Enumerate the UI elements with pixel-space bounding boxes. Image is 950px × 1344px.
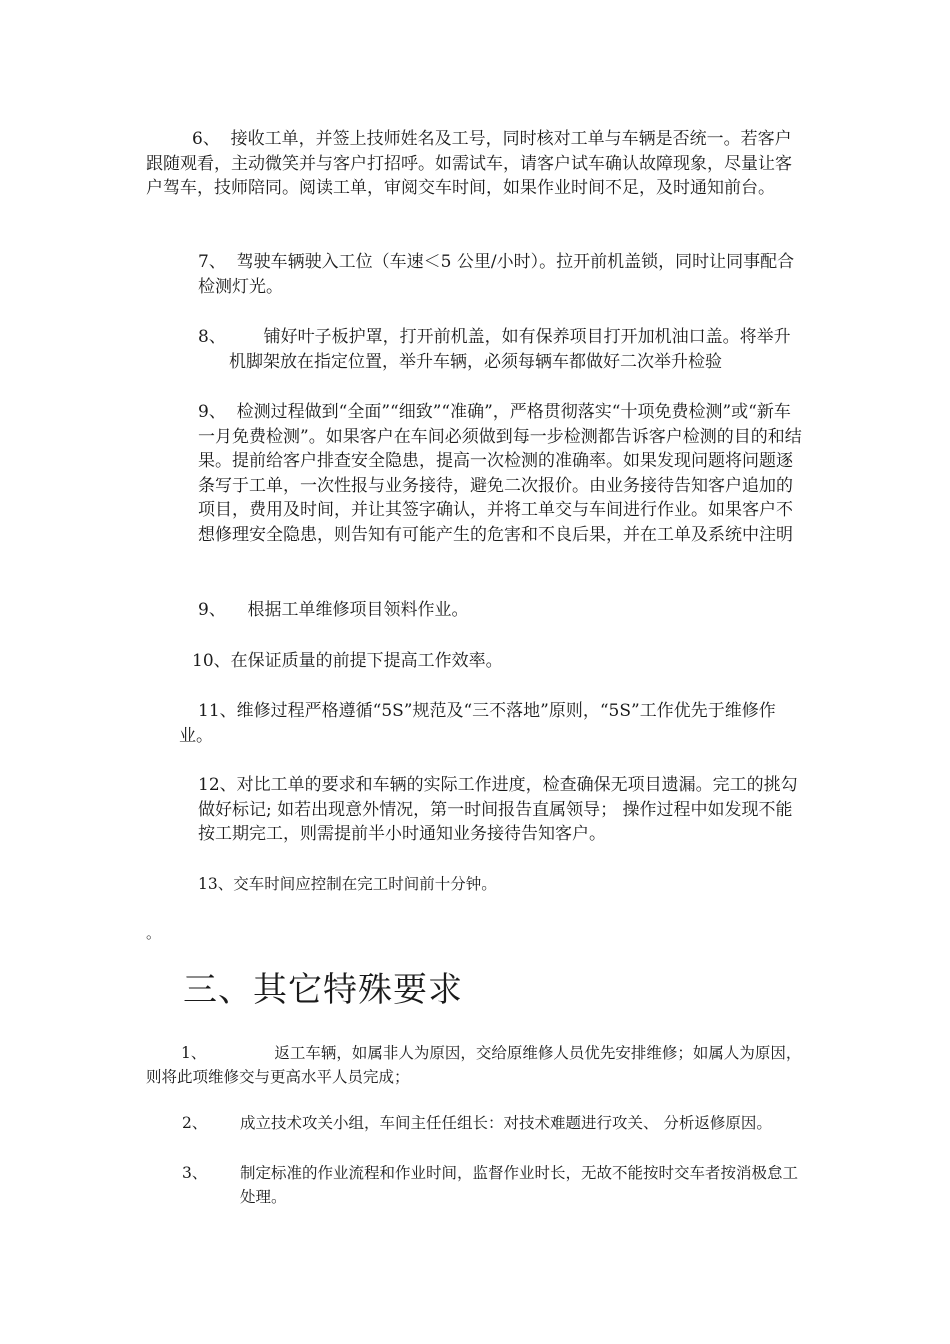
step-10: [192, 649, 806, 674]
step-9b-num: 9、: [198, 600, 226, 620]
step-9-parts: [198, 598, 806, 623]
step-12-text: 对比工单的要求和车辆的实际工作进度，检查确保无项目遗漏。完工的挑勾做好标记; 如若出现意外情况，第一时间报告直属领导； 操作过程中如发现不能按工期完工，则需提前半小时通知业务接待告知客户。: [198, 775, 798, 844]
stray-punctuation: 。: [146, 924, 162, 942]
step-13-num: 13、: [198, 875, 234, 893]
step-6-num: 6、: [192, 129, 220, 149]
special-1-num: 1、: [181, 1044, 207, 1062]
step-8-num: 8、: [198, 327, 226, 347]
step-9a-num: 9、: [198, 402, 226, 422]
step-7: [198, 250, 806, 299]
special-2-num: 2、: [182, 1114, 208, 1132]
step-9a-text: 检测过程做到“全面”“细致”“准确”，严格贯彻落实“十项免费检测”或“新车一月免费检测”。如果客户在车间必须做到每一步检测都告诉客户检测的目的和结果。提前给客户排查安全隐患，提高一次检测的准确率。如果发现问题将问题逐条写于工单，一次性报与业务接待，避免二次报价。由业务接待告知客户追加的项目，费用及时间，并让其签字确认，并将工单交与车间进行作业。如果客户不想修理安全隐患，则告知有可能产生的危害和不良后果，并在工单及系统中注明: [198, 402, 802, 545]
step-8: [198, 325, 807, 374]
step-11: [179, 699, 807, 748]
special-3-text: 制定标准的作业流程和作业时间，监督作业时长，无故不能按时交车者按消极怠工处理。: [240, 1164, 799, 1206]
special-item-1: [146, 1041, 806, 1089]
step-13-text: 交车时间应控制在完工时间前十分钟。: [233, 875, 497, 893]
special-3-num: 3、: [182, 1164, 208, 1182]
special-2-text: 成立技术攻关小组，车间主任任组长：对技术难题进行攻关、 分析返修原因。: [240, 1114, 772, 1132]
section-title: 三、其它特殊要求: [183, 970, 463, 1010]
step-9-detection: [198, 400, 806, 547]
step-13: [198, 872, 806, 896]
step-12-num: 12、: [198, 775, 237, 795]
step-7-text: 驾驶车辆驶入工位（车速＜5 公里/小时）。拉开前机盖锁，同时让同事配合检测灯光。: [198, 252, 795, 297]
step-8-text: 铺好叶子板护罩，打开前机盖，如有保养项目打开加机油口盖。将举升机脚架放在指定位置，举升车辆，必须每辆车都做好二次举升检验: [229, 327, 791, 372]
step-10-text: 在保证质量的前提下提高工作效率。: [230, 651, 503, 671]
step-9b-text: 根据工单维修项目领料作业。: [247, 600, 469, 620]
step-12: [198, 773, 806, 847]
special-1-text: 返工车辆，如属非人为原因，交给原维修人员优先安排维修；如属人为原因，则将此项维修交与更高水平人员完成；: [146, 1044, 802, 1086]
step-6-text: 接收工单，并签上技师姓名及工号，同时核对工单与车辆是否统一。若客户跟随观看，主动微笑并与客户打招呼。如需试车，请客户试车确认故障现象，尽量让客户驾车，技师陪同。阅读工单，审阅交车时间，如果作业时间不足，及时通知前台。: [146, 129, 792, 198]
step-7-num: 7、: [198, 252, 226, 272]
step-11-text: 维修过程严格遵循“5S”规范及“三不落地”原则，“5S”工作优先于维修作业。: [179, 701, 776, 746]
step-6: [146, 127, 806, 201]
step-11-num: 11、: [198, 701, 237, 721]
step-10-num: 10、: [192, 651, 231, 671]
